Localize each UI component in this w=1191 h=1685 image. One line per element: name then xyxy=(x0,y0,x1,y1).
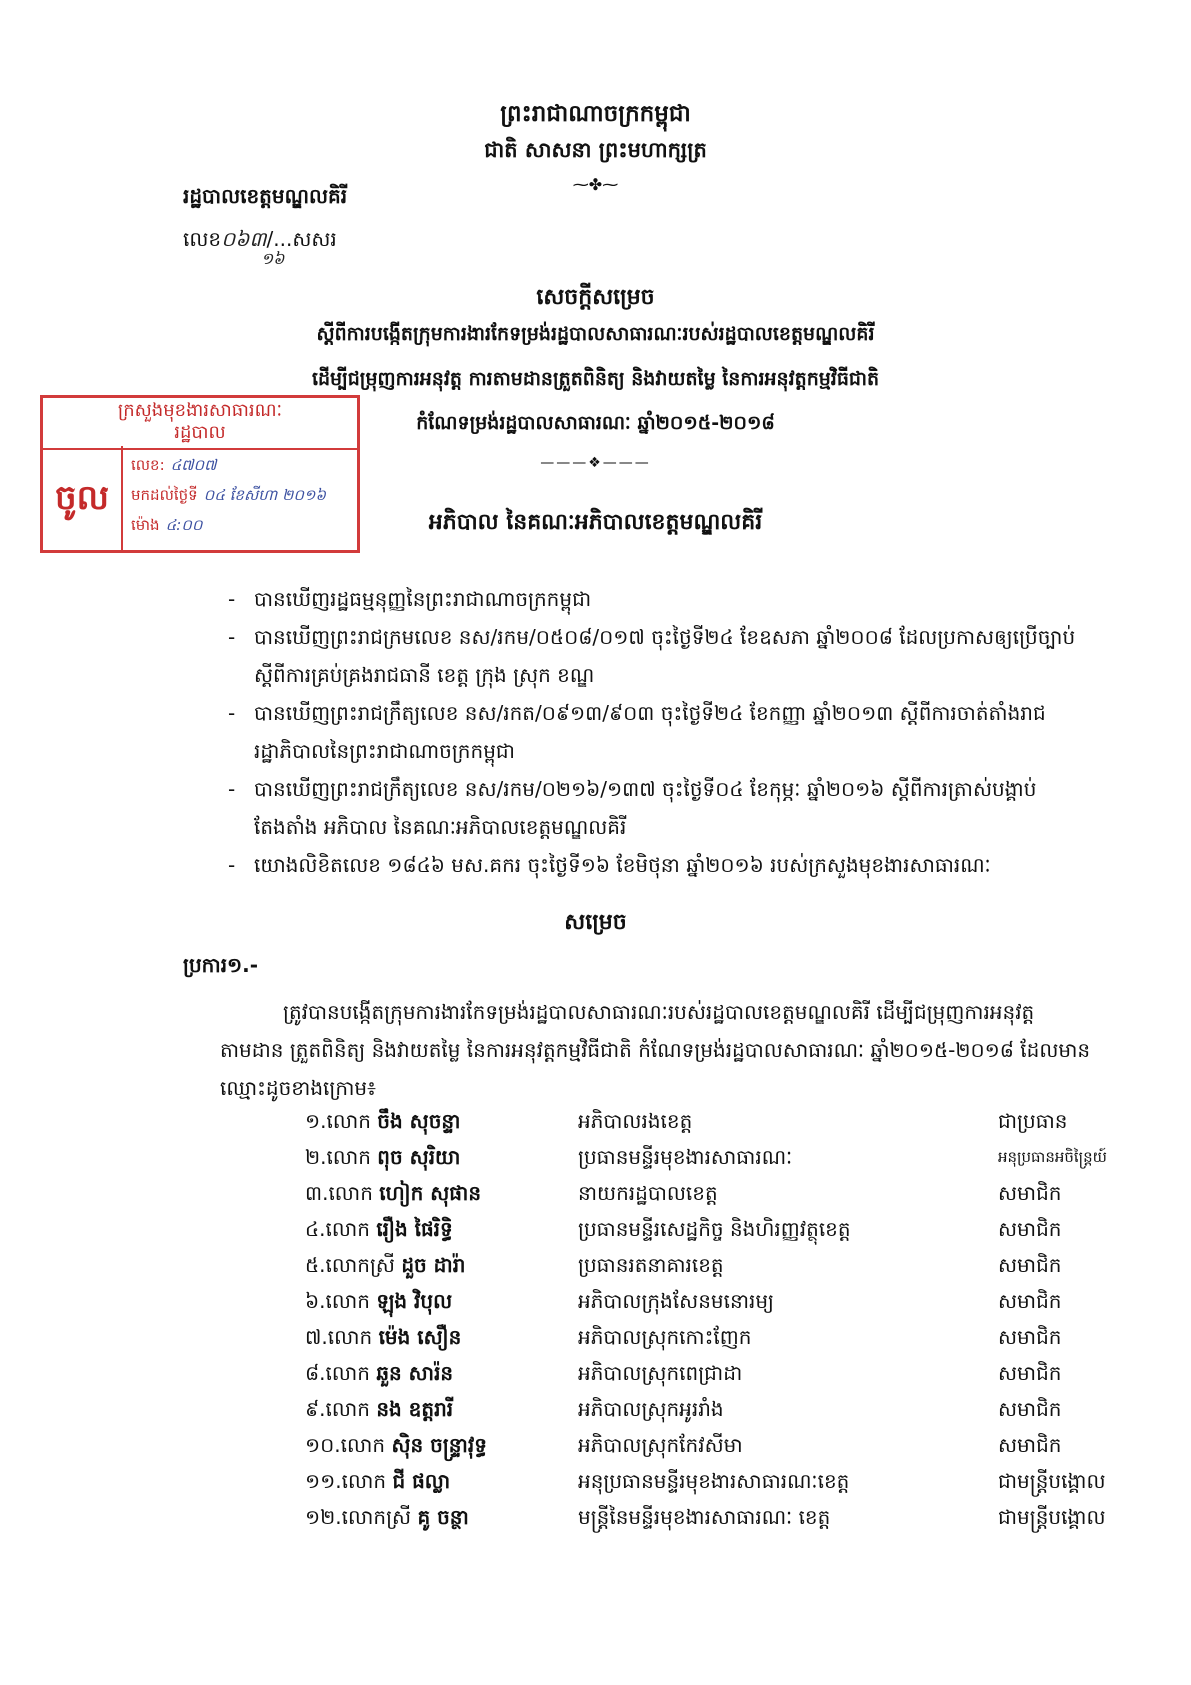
recitals-list xyxy=(228,580,1098,884)
member-row xyxy=(0,1360,1191,1396)
stamp-row-date xyxy=(131,486,326,508)
member-row xyxy=(0,1504,1191,1540)
stamp-title: ក្រសួងមុខងារសាធារណៈ xyxy=(117,400,283,421)
member-name-cell xyxy=(305,1396,453,1426)
ornament-divider: ———❖——— xyxy=(540,455,651,471)
national-motto: ជាតិ សាសនា ព្រះមហាក្សត្រ xyxy=(484,138,707,162)
member-position: អភិបាលក្រុងសែនមនោរម្យ xyxy=(578,1289,774,1313)
member-title: លោក xyxy=(325,1217,370,1241)
member-role: ជាប្រធាន xyxy=(998,1109,1068,1133)
member-row xyxy=(0,1324,1191,1360)
member-role: សមាជិក xyxy=(998,1433,1062,1457)
member-row xyxy=(0,1468,1191,1504)
member-title: លោក xyxy=(326,1145,371,1169)
member-title: លោក xyxy=(325,1397,370,1421)
member-number: ៦. xyxy=(305,1289,326,1313)
member-name-cell xyxy=(305,1468,450,1498)
member-title: លោក xyxy=(327,1325,373,1349)
member-title: លោក xyxy=(325,1361,370,1385)
member-name-cell xyxy=(305,1288,452,1318)
member-number: ១. xyxy=(305,1109,327,1133)
issuing-authority: រដ្ឋបាលខេត្តមណ្ឌលគិរី xyxy=(183,184,348,208)
ornament-divider: ⁓✤⁓ xyxy=(572,175,619,194)
ref-number: ០៦៣ xyxy=(221,227,267,251)
member-role: សមាជិក xyxy=(998,1397,1062,1421)
recital-text: បានឃើញព្រះរាជក្រមលេខ នស/រកម/០៥០៨/០១៧ ចុះថ្ងៃទី២៤ ខែឧសភា ឆ្នាំ២០០៨ ដែលប្រកាសឲ្យប្រើច្បាប់ស្តីពីការគ្រប់គ្រងរាជធានី ខេត្ត ក្រុង ស្រុក ខណ្ឌ xyxy=(254,625,1076,687)
member-number: ៨. xyxy=(305,1361,326,1385)
member-row xyxy=(0,1288,1191,1324)
recital-item: - យោងលិខិតលេខ ១៨៤៦ មស.គករ ចុះថ្ងៃទី១៦ ខែមិថុនា ឆ្នាំ២០១៦ របស់ក្រសួងមុខងារសាធារណៈ xyxy=(228,853,991,877)
member-position: នាយករដ្ឋបាលខេត្ត xyxy=(578,1181,718,1205)
member-number: ១២. xyxy=(305,1505,342,1529)
authority-heading: អភិបាល នៃគណៈអភិបាលខេត្តមណ្ឌលគិរី xyxy=(428,510,763,535)
member-name-cell xyxy=(305,1144,460,1174)
member-position: មន្ត្រីនៃមន្ទីរមុខងារសាធារណៈ ខេត្ត xyxy=(578,1505,831,1529)
stamp-received-label: ចូល xyxy=(43,446,123,550)
member-name-cell xyxy=(305,1360,453,1390)
member-name: ពុច សុរិយា xyxy=(377,1145,461,1169)
member-row xyxy=(0,1216,1191,1252)
member-title: លោក xyxy=(325,1289,370,1313)
recital-item: - បានឃើញព្រះរាជក្រឹត្យលេខ នស/រកម/០២១៦/១៣៧ ចុះថ្ងៃទី០៤ ខែកុម្ភៈ ឆ្នាំ២០១៦ ស្តីពីការត្រាស់បង្គាប់តែងតាំង អភិបាល នៃគណៈអភិបាលខេត្តមណ្ឌលគិរី xyxy=(228,777,1037,839)
member-name: ឆួន សារ៉ន xyxy=(376,1361,454,1385)
decides-heading: សម្រេច xyxy=(564,910,627,935)
stamp-row-value: ០៤ ខែសីហា ២០១៦ xyxy=(203,486,326,504)
stamp-row-value: ៤:០០ xyxy=(165,516,203,534)
member-name-cell xyxy=(305,1432,487,1462)
stamp-row-label: ម៉ោង xyxy=(131,516,160,534)
member-name-cell xyxy=(305,1180,481,1210)
subject-line: ស្តីពីការបង្កើតក្រុមការងារកែទម្រង់រដ្ឋបាលសាធារណៈរបស់រដ្ឋបាលខេត្តមណ្ឌលគិរី xyxy=(316,323,875,345)
member-position: អភិបាលស្រុកពេជ្រាដា xyxy=(578,1361,743,1385)
recital-item: - បានឃើញព្រះរាជក្រមលេខ នស/រកម/០៥០៨/០១៧ ចុះថ្ងៃទី២៤ ខែឧសភា ឆ្នាំ២០០៨ ដែលប្រកាសឲ្យប្រើច្បាប់ស្តីពីការគ្រប់គ្រងរាជធានី ខេត្ត ក្រុង ស្រុក ខណ្ឌ xyxy=(228,625,1076,687)
member-name: ដួច ដារ៉ា xyxy=(401,1253,466,1277)
member-number: ៣. xyxy=(305,1181,329,1205)
member-role: សមាជិក xyxy=(998,1325,1062,1349)
member-number: ៩. xyxy=(305,1397,326,1421)
member-name-cell xyxy=(305,1252,465,1282)
member-position: អភិបាលរងខេត្ត xyxy=(578,1109,693,1133)
reference-number xyxy=(183,226,337,268)
member-title: លោកស្រី xyxy=(325,1253,395,1277)
recital-item: - បានឃើញព្រះរាជក្រឹត្យលេខ នស/រកត/០៩១៣/៩០៣ ចុះថ្ងៃទី២៤ ខែកញ្ញា ឆ្នាំ២០១៣ ស្តីពីការចាត់តាំងរាជរដ្ឋាភិបាលនៃព្រះរាជាណាចក្រកម្ពុជា xyxy=(228,701,1046,763)
member-name: ជី ផល្លា xyxy=(392,1469,451,1493)
member-name: ឡុង វិបុល xyxy=(376,1289,453,1313)
recital-text: បានឃើញរដ្ឋធម្មនុញ្ញនៃព្រះរាជាណាចក្រកម្ពុជា xyxy=(254,587,592,611)
member-name-cell xyxy=(305,1108,460,1138)
member-title: លោក xyxy=(328,1181,373,1205)
stamp-row-value: ៤៧០៧ xyxy=(170,456,217,474)
member-number: ៥. xyxy=(305,1253,326,1277)
member-role: សមាជិក xyxy=(998,1181,1062,1205)
member-position: ប្រធានមន្ទីរមុខងារសាធារណៈ xyxy=(578,1145,793,1169)
member-name-cell xyxy=(305,1216,453,1246)
ref-suffix: /...សសរ xyxy=(266,227,337,251)
member-name: ចឹង សុចន្ទា xyxy=(377,1109,461,1133)
member-row xyxy=(0,1108,1191,1144)
member-name: គូ ចន្ថា xyxy=(417,1505,469,1529)
member-number: ៤. xyxy=(305,1217,326,1241)
recital-text: យោងលិខិតលេខ ១៨៤៦ មស.គករ ចុះថ្ងៃទី១៦ ខែមិថុនា ឆ្នាំ២០១៦ របស់ក្រសួងមុខងារសាធារណៈ xyxy=(254,853,991,877)
member-name-cell xyxy=(305,1324,461,1354)
article-label: ប្រការ១.- xyxy=(183,953,259,977)
member-role: ជាមន្ត្រីបង្គោល xyxy=(998,1505,1106,1529)
member-title: លោក xyxy=(326,1109,371,1133)
stamp-row-label: លេខ: xyxy=(131,456,165,474)
member-title: លោក xyxy=(341,1469,387,1493)
member-row xyxy=(0,1396,1191,1432)
member-title: លោកស្រី xyxy=(341,1505,412,1529)
member-role: សមាជិក xyxy=(998,1253,1062,1277)
member-name: នង ឧត្តរារី xyxy=(376,1397,454,1421)
ref-year: ១៦ xyxy=(261,249,285,268)
member-number: ១០. xyxy=(305,1433,341,1457)
stamp-row-label: មកដល់ថ្ងៃទី xyxy=(131,486,198,504)
ref-prefix: លេខ xyxy=(183,227,222,251)
member-name: រឿង ផៃរិទ្ធិ xyxy=(376,1217,453,1241)
kingdom-heading: ព្រះរាជាណាចក្រកម្ពុជា xyxy=(500,101,691,127)
member-number: ១១. xyxy=(305,1469,342,1493)
member-row xyxy=(0,1252,1191,1288)
recital-text: បានឃើញព្រះរាជក្រឹត្យលេខ នស/រកត/០៩១៣/៩០៣ ចុះថ្ងៃទី២៤ ខែកញ្ញា ឆ្នាំ២០១៣ ស្តីពីការចាត់តាំងរាជរដ្ឋាភិបាលនៃព្រះរាជាណាចក្រកម្ពុជា xyxy=(254,701,1046,763)
member-position: អនុប្រធានមន្ទីរមុខងារសាធារណៈខេត្ត xyxy=(578,1469,850,1493)
member-name: ម៉េង សឿន xyxy=(378,1325,462,1349)
subject-line: ដើម្បីជម្រុញការអនុវត្ត ការតាមដានត្រួតពិនិត្យ និងវាយតម្លៃ នៃការអនុវត្តកម្មវិធីជាតិ xyxy=(311,368,880,390)
member-position: ប្រធានរតនាគារខេត្ត xyxy=(578,1253,724,1277)
member-position: អភិបាលស្រុកកែវសីមា xyxy=(578,1433,743,1457)
member-row xyxy=(0,1144,1191,1180)
subject-line: កំណែទម្រង់រដ្ឋបាលសាធារណៈ ឆ្នាំ២០១៥-២០១៨ xyxy=(416,412,775,434)
member-role: សមាជិក xyxy=(998,1361,1062,1385)
member-name: ហៀក សុផាន xyxy=(379,1181,482,1205)
member-name-cell xyxy=(305,1504,469,1534)
member-number: ៧. xyxy=(305,1325,328,1349)
member-role: អនុប្រធានអចិន្ត្រៃយ៍ xyxy=(998,1148,1107,1166)
member-position: អភិបាលស្រុកកោះញែក xyxy=(578,1325,752,1349)
member-role: សមាជិក xyxy=(998,1217,1062,1241)
decision-title: សេចក្តីសម្រេច xyxy=(536,285,655,310)
member-position: ប្រធានមន្ទីរសេដ្ឋកិច្ច និងហិរញ្ញវត្ថុខេត្ត xyxy=(578,1217,851,1241)
recital-text: បានឃើញព្រះរាជក្រឹត្យលេខ នស/រកម/០២១៦/១៣៧ ចុះថ្ងៃទី០៤ ខែកុម្ភៈ ឆ្នាំ២០១៦ ស្តីពីការត្រាស់បង្គាប់តែងតាំង អភិបាល នៃគណៈអភិបាលខេត្តមណ្ឌលគិរី xyxy=(254,777,1037,839)
stamp-subtitle: រដ្ឋបាល xyxy=(174,422,226,443)
member-position: អភិបាលស្រុកអូររាំង xyxy=(578,1397,724,1421)
recital-item: - បានឃើញរដ្ឋធម្មនុញ្ញនៃព្រះរាជាណាចក្រកម្ពុជា xyxy=(228,587,592,611)
member-row xyxy=(0,1180,1191,1216)
member-role: សមាជិក xyxy=(998,1289,1062,1313)
article-body: ត្រូវបានបង្កើតក្រុមការងារកែទម្រង់រដ្ឋបាលសាធារណៈរបស់រដ្ឋបាលខេត្តមណ្ឌលគិរី ដើម្បីជម្រុញការអនុវត្ត តាមដាន ត្រួតពិនិត្យ និងវាយតម្លៃ នៃការអនុវត្តកម្មវិធីជាតិ កំណែទម្រង់រដ្ឋបាលសាធារណៈ ឆ្នាំ២០១៥-២០១៨ ដែលមានឈ្មោះដូចខាងក្រោម៖ xyxy=(220,1000,1091,1100)
member-number: ២. xyxy=(305,1145,327,1169)
member-row xyxy=(0,1432,1191,1468)
member-role: ជាមន្ត្រីបង្គោល xyxy=(998,1469,1106,1493)
member-name: ស៊ិន ចន្ទ្រាវុទ្ធ xyxy=(391,1433,487,1457)
member-title: លោក xyxy=(340,1433,386,1457)
